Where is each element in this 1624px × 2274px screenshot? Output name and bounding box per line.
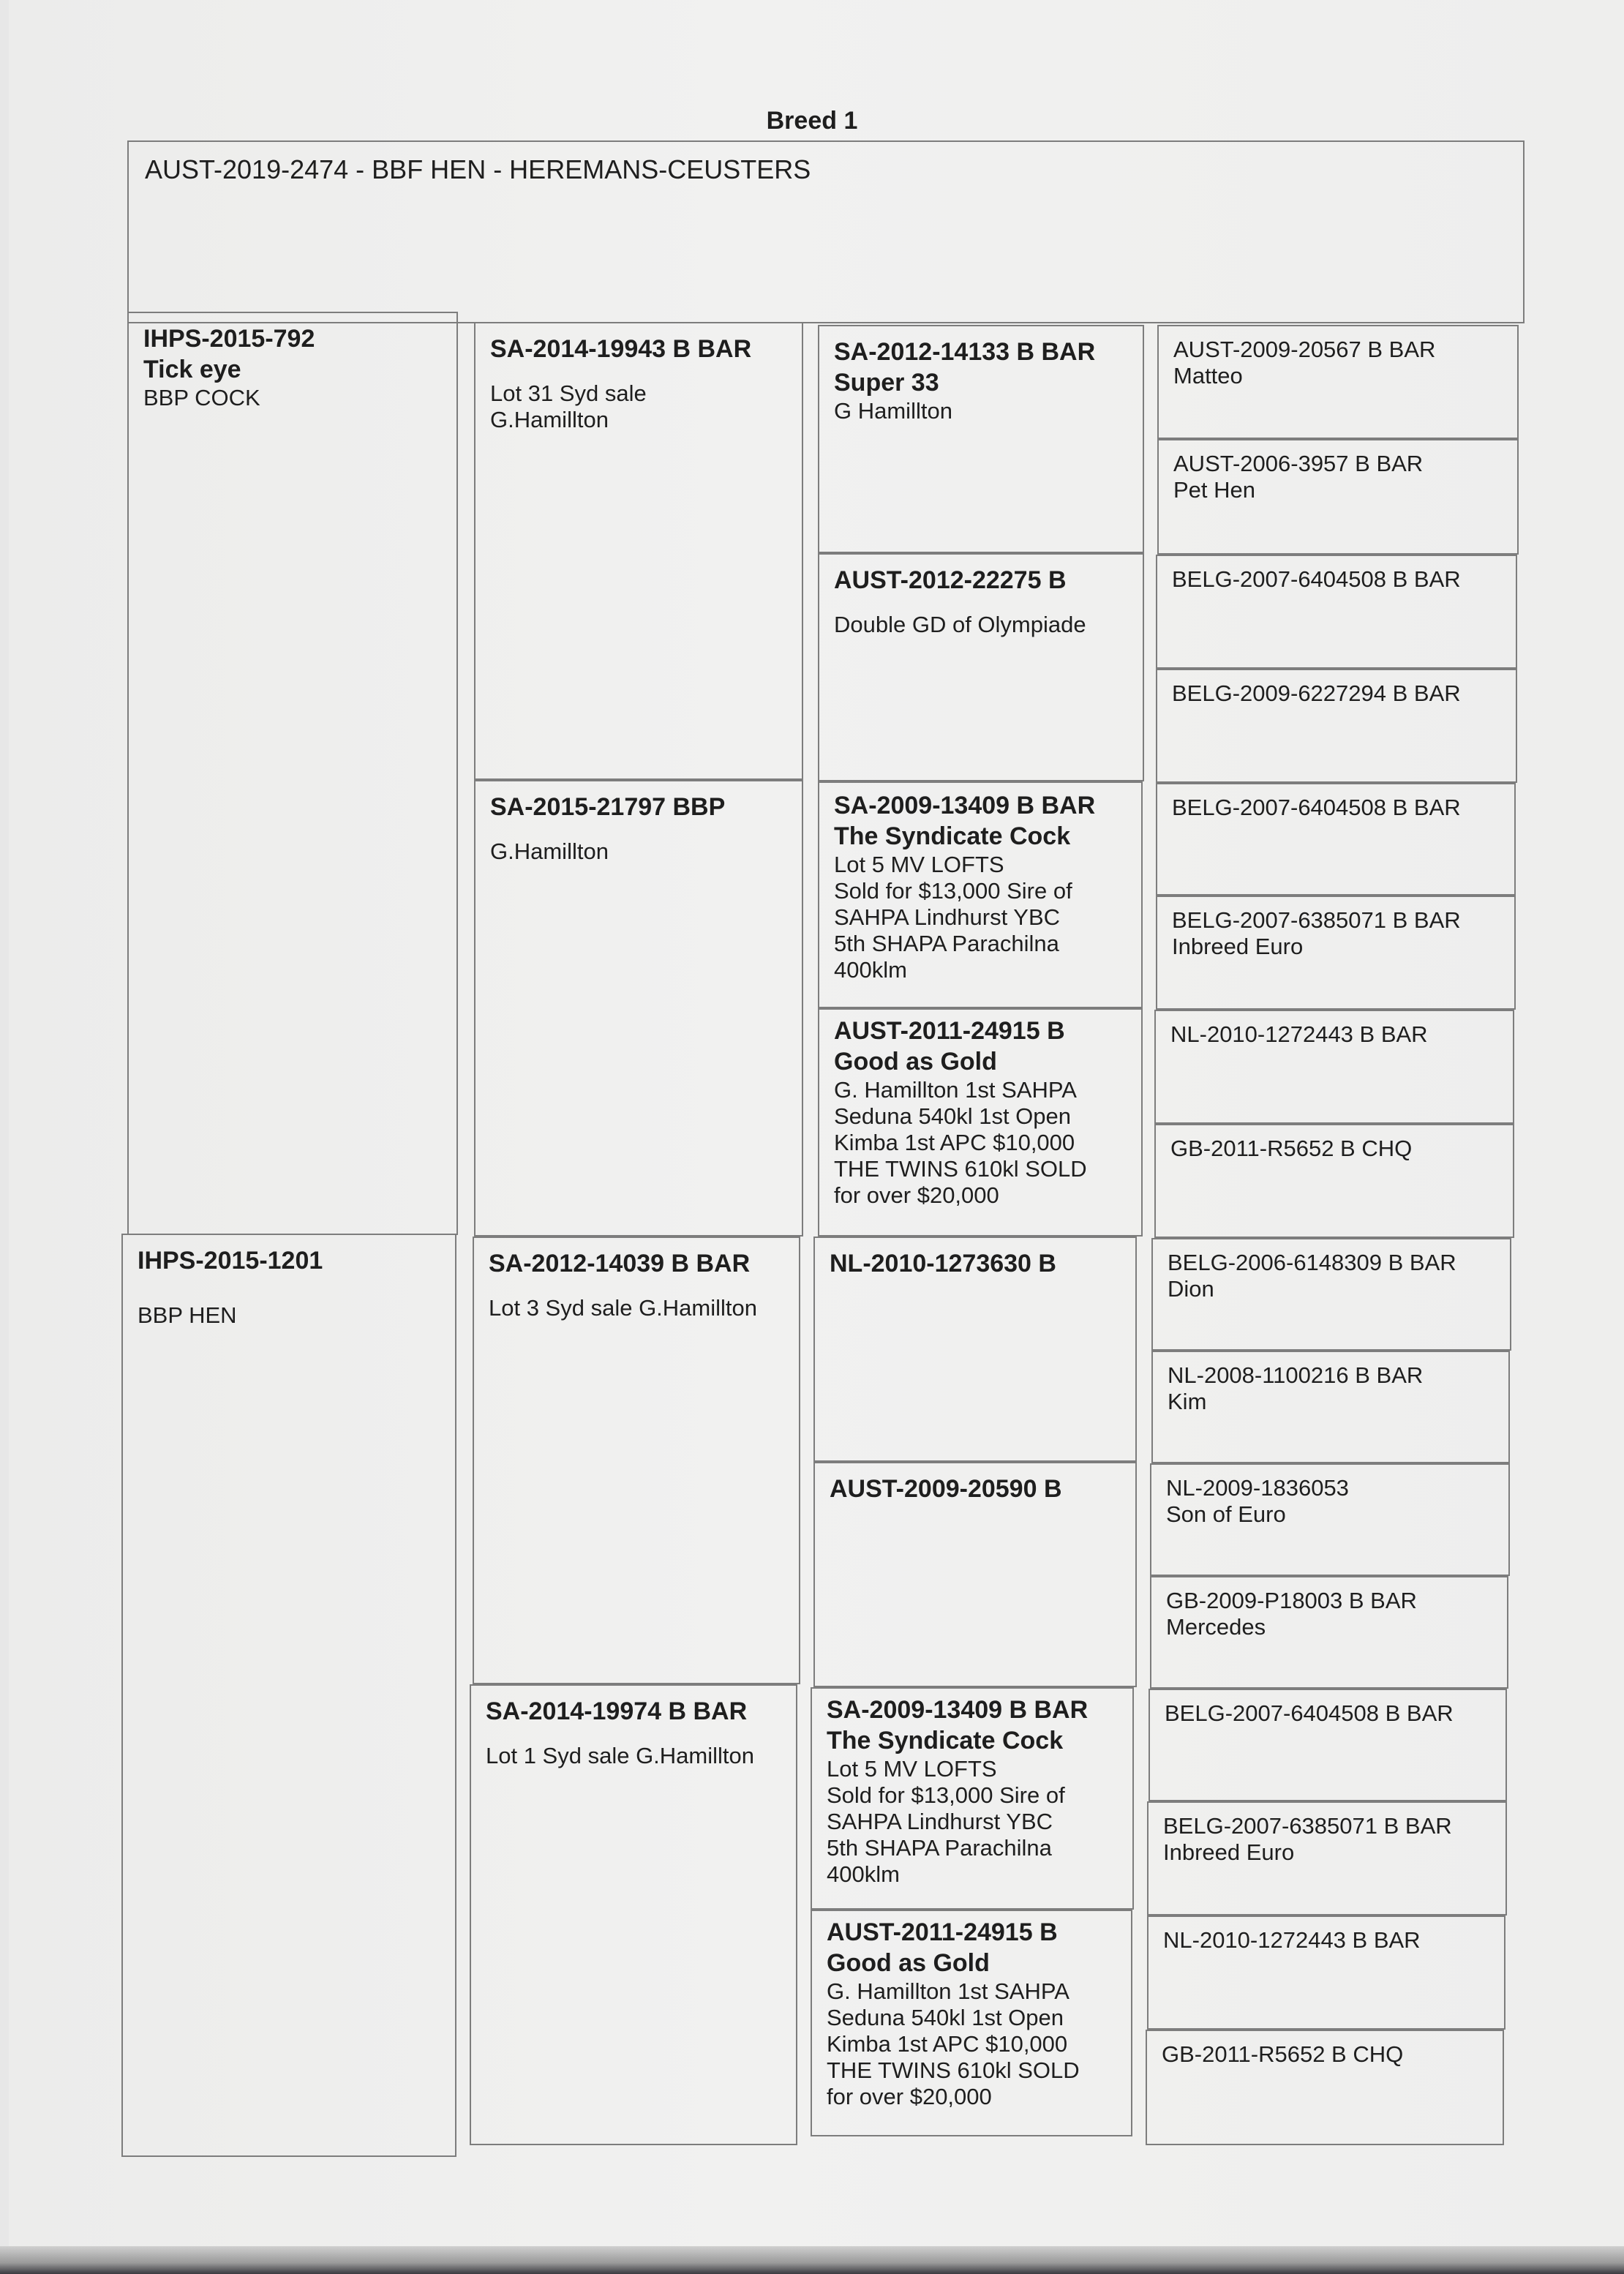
great-grandparent-7-name: The Syndicate Cock (827, 1727, 1064, 1755)
great-grandparent-5-ring: NL-2010-1273630 B (830, 1250, 1056, 1277)
ggg-9-name: Dion (1168, 1276, 1214, 1302)
great-grandparent-8-line3: Kimba 1st APC $10,000 (827, 2031, 1068, 2057)
great-grandparent-7-line1: Lot 5 MV LOFTS (827, 1756, 997, 1782)
great-grandparent-8-box (811, 1910, 1132, 2136)
great-grandparent-4-line1: G. Hamillton 1st SAHPA (834, 1077, 1077, 1103)
grandparent-dd-line1: Lot 1 Syd sale G.Hamillton (486, 1743, 755, 1768)
great-grandparent-3-line5: 400klm (834, 957, 907, 983)
ggg-5-ring: BELG-2007-6404508 B BAR (1172, 795, 1461, 820)
ggg-14-ring: BELG-2007-6385071 B BAR (1163, 1813, 1452, 1839)
great-grandparent-8-line5: for over $20,000 (827, 2084, 992, 2109)
subject-label: AUST-2019-2474 - BBF HEN - HEREMANS-CEUSTERS (145, 154, 811, 184)
great-grandparent-6-box (813, 1462, 1137, 1687)
great-grandparent-7-line3: SAHPA Lindhurst YBC (827, 1809, 1053, 1834)
grandparent-ss-line1: Lot 31 Syd sale (490, 380, 647, 406)
great-grandparent-4-line4: THE TWINS 610kl SOLD (834, 1156, 1087, 1182)
table-surface (0, 2246, 1624, 2274)
grandparent-dd-box (470, 1684, 797, 2145)
ggg-1-ring: AUST-2009-20567 B BAR (1173, 337, 1436, 362)
ggg-12-ring: GB-2009-P18003 B BAR (1166, 1588, 1417, 1613)
great-grandparent-7-ring: SA-2009-13409 B BAR (827, 1696, 1089, 1724)
great-grandparent-4-line2: Seduna 540kl 1st Open (834, 1103, 1072, 1129)
great-grandparent-4-ring: AUST-2011-24915 B (834, 1017, 1065, 1045)
great-grandparent-3-line1: Lot 5 MV LOFTS (834, 852, 1004, 877)
grandparent-sd-box (474, 780, 803, 1237)
great-grandparent-2-line1: Double GD of Olympiade (834, 612, 1086, 637)
ggg-11-ring: NL-2009-1836053 (1166, 1475, 1349, 1501)
ggg-9-box (1151, 1238, 1511, 1351)
ggg-7-box (1154, 1010, 1514, 1124)
ggg-4-box (1156, 669, 1517, 783)
great-grandparent-2-ring: AUST-2012-22275 B (834, 566, 1067, 594)
great-grandparent-7-box (811, 1687, 1134, 1910)
ggg-5-box (1156, 783, 1516, 896)
ggg-2-box (1157, 439, 1519, 555)
great-grandparent-3-line2: Sold for $13,000 Sire of (834, 878, 1072, 904)
great-grandparent-3-line4: 5th SHAPA Parachilna (834, 931, 1059, 956)
dam-box (121, 1234, 456, 2157)
ggg-4-ring: BELG-2009-6227294 B BAR (1172, 680, 1461, 706)
grandparent-sd-line1: G.Hamillton (490, 838, 609, 864)
great-grandparent-1-box (818, 325, 1144, 553)
ggg-14-box (1147, 1801, 1507, 1915)
ggg-1-box (1157, 325, 1519, 439)
great-grandparent-6-ring: AUST-2009-20590 B (830, 1475, 1062, 1503)
great-grandparent-4-box (818, 1008, 1143, 1237)
sire-box (127, 312, 458, 1235)
great-grandparent-7-line4: 5th SHAPA Parachilna (827, 1835, 1052, 1861)
ggg-9-ring: BELG-2006-6148309 B BAR (1168, 1250, 1456, 1275)
dam-ring: IHPS-2015-1201 (138, 1247, 323, 1275)
ggg-11-name: Son of Euro (1166, 1501, 1286, 1527)
grandparent-sd-ring: SA-2015-21797 BBP (490, 793, 726, 821)
grandparent-ds-ring: SA-2012-14039 B BAR (489, 1250, 751, 1277)
ggg-1-name: Matteo (1173, 363, 1243, 389)
great-grandparent-2-box (818, 553, 1144, 781)
great-grandparent-4-name: Good as Gold (834, 1048, 997, 1076)
page-title: Breed 1 (766, 107, 858, 135)
great-grandparent-8-line1: G. Hamillton 1st SAHPA (827, 1978, 1069, 2004)
great-grandparent-1-name: Super 33 (834, 369, 939, 397)
great-grandparent-4-line5: for over $20,000 (834, 1182, 999, 1208)
great-grandparent-4-line3: Kimba 1st APC $10,000 (834, 1130, 1075, 1155)
ggg-15-box (1147, 1915, 1505, 2030)
grandparent-ss-ring: SA-2014-19943 B BAR (490, 335, 752, 363)
ggg-6-name: Inbreed Euro (1172, 934, 1304, 959)
ggg-12-box (1150, 1576, 1508, 1689)
ggg-6-box (1156, 896, 1516, 1010)
ggg-8-box (1154, 1124, 1514, 1238)
ggg-13-ring: BELG-2007-6404508 B BAR (1165, 1700, 1454, 1726)
great-grandparent-8-name: Good as Gold (827, 1949, 990, 1977)
great-grandparent-1-ring: SA-2012-14133 B BAR (834, 338, 1096, 366)
ggg-6-ring: BELG-2007-6385071 B BAR (1172, 907, 1461, 933)
ggg-14-name: Inbreed Euro (1163, 1839, 1295, 1865)
ggg-2-name: Pet Hen (1173, 477, 1256, 503)
great-grandparent-3-name: The Syndicate Cock (834, 822, 1071, 850)
ggg-10-ring: NL-2008-1100216 B BAR (1168, 1362, 1424, 1388)
ggg-7-ring: NL-2010-1272443 B BAR (1170, 1021, 1428, 1047)
grandparent-dd-ring: SA-2014-19974 B BAR (486, 1697, 748, 1725)
grandparent-ss-box (474, 322, 803, 780)
great-grandparent-7-line5: 400klm (827, 1861, 900, 1887)
ggg-3-ring: BELG-2007-6404508 B BAR (1172, 566, 1461, 592)
great-grandparent-8-ring: AUST-2011-24915 B (827, 1918, 1058, 1946)
ggg-8-ring: GB-2011-R5652 B CHQ (1170, 1136, 1413, 1161)
ggg-15-ring: NL-2010-1272443 B BAR (1163, 1927, 1421, 1953)
grandparent-ss-line2: G.Hamillton (490, 407, 609, 432)
ggg-2-ring: AUST-2006-3957 B BAR (1173, 451, 1424, 476)
ggg-3-box (1156, 555, 1517, 669)
ggg-16-box (1146, 2030, 1504, 2145)
ggg-13-box (1149, 1689, 1507, 1801)
ggg-11-box (1150, 1463, 1510, 1576)
ggg-12-name: Mercedes (1166, 1614, 1266, 1640)
grandparent-ds-box (473, 1237, 800, 1684)
great-grandparent-1-line1: G Hamillton (834, 398, 952, 424)
ggg-10-box (1151, 1351, 1510, 1463)
great-grandparent-3-box (818, 781, 1143, 1008)
ggg-10-name: Kim (1168, 1389, 1207, 1414)
great-grandparent-8-line4: THE TWINS 610kl SOLD (827, 2057, 1080, 2083)
dam-type: BBP HEN (138, 1302, 237, 1328)
great-grandparent-7-line2: Sold for $13,000 Sire of (827, 1782, 1065, 1808)
great-grandparent-3-line3: SAHPA Lindhurst YBC (834, 904, 1061, 930)
sire-type: BBP COCK (143, 385, 260, 410)
great-grandparent-8-line2: Seduna 540kl 1st Open (827, 2005, 1064, 2030)
sire-ring: IHPS-2015-792 (143, 325, 315, 353)
sire-name: Tick eye (143, 356, 241, 383)
ggg-16-ring: GB-2011-R5652 B CHQ (1162, 2041, 1404, 2067)
subject-header-box (127, 140, 1525, 323)
great-grandparent-5-box (813, 1237, 1137, 1462)
great-grandparent-3-ring: SA-2009-13409 B BAR (834, 792, 1096, 819)
grandparent-ds-line1: Lot 3 Syd sale G.Hamillton (489, 1295, 758, 1321)
